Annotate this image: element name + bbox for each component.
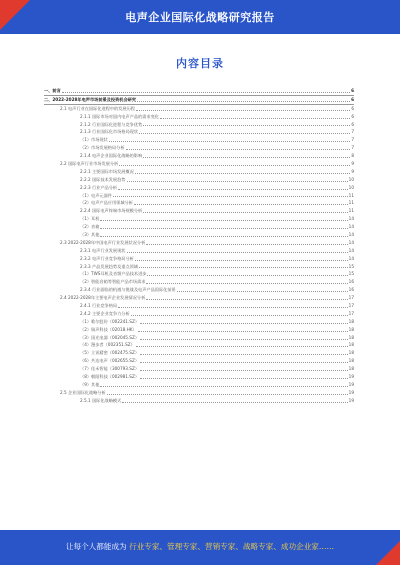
toc-entry[interactable] (44, 176, 354, 184)
toc-leader-dots (135, 172, 350, 174)
toc-entry-page: 19 (348, 374, 354, 380)
toc-leader-dots (134, 203, 348, 205)
toc-entry-label: （1）TWS耳机及音频产品技术进步 (80, 271, 147, 277)
toc-entry-page: 14 (348, 232, 354, 238)
toc-leader-dots (119, 164, 350, 166)
toc-leader-dots (147, 274, 347, 276)
toc-entry-page: 14 (348, 239, 354, 245)
toc-entry-label: 2.1.3 行业国际化市场格局现状 (80, 129, 139, 135)
toc-entry-label: （7）佳禾智能（300793.SZ） (80, 366, 140, 372)
toc-entry-label: 2.2 国际电声行业市场发展分析 (60, 161, 119, 166)
toc-entry-page: 6 (351, 105, 354, 111)
toc-leader-dots (146, 298, 347, 300)
toc-heading: 内容目录 (176, 57, 224, 70)
toc-leader-dots (100, 219, 347, 221)
toc-leader-dots (135, 259, 348, 261)
toc-entry[interactable] (44, 239, 354, 247)
toc-entry[interactable] (44, 278, 354, 286)
toc-entry[interactable] (44, 389, 354, 397)
toc-entry-label: 2.2.4 国际电声终端市场规模分析 (80, 208, 143, 214)
toc-entry-page: 6 (351, 121, 354, 127)
toc-entry-page: 18 (348, 342, 354, 348)
footer-corner-accent (376, 541, 400, 565)
toc-leader-dots (127, 251, 348, 253)
toc-leader-dots (140, 353, 348, 355)
footer-slogan (0, 541, 400, 552)
toc-leader-dots (100, 385, 347, 387)
toc-entry-label: 2.3.2 电声行业竞争格局分析 (80, 255, 134, 261)
toc-leader-dots (136, 109, 350, 111)
toc-entry-label: 2.4.1 行业竞争格局 (80, 303, 118, 309)
toc-entry-label: 2.1.2 行业国际化进程与竞争优势 (80, 121, 143, 127)
toc-entry-label: （6）共达电声（002655.SZ） (80, 358, 140, 364)
toc-entry[interactable] (44, 105, 354, 113)
toc-entry-label: （8）朝阳科技（002981.SZ） (80, 374, 140, 380)
toc-entry-page: 18 (348, 358, 354, 364)
toc-entry-page: 19 (348, 397, 354, 403)
toc-entry-label: （1）歌尔股份（002241.SZ） (80, 318, 140, 324)
toc-leader-dots (160, 117, 350, 119)
toc-leader-dots (109, 140, 351, 142)
toc-entry-page: 18 (348, 326, 354, 332)
toc-entry[interactable] (44, 294, 354, 302)
toc-leader-dots (131, 314, 348, 316)
toc-entry[interactable] (44, 128, 354, 136)
toc-entry[interactable] (44, 136, 354, 144)
toc-entry-label: （2）音箱 (80, 224, 100, 230)
toc-entry-label: 2.2.1 主要国际市场发展概况 (80, 168, 134, 174)
toc-entry[interactable] (44, 263, 354, 271)
footer-bar (0, 530, 400, 565)
toc-entry[interactable] (44, 231, 354, 239)
toc-entry[interactable] (44, 160, 354, 168)
toc-entry[interactable] (44, 326, 354, 334)
toc-entry-label: （1）电声元器件 (80, 192, 112, 198)
toc-entry-label: 2.1 电声行业在国际化进程中的发展历程 (60, 105, 135, 111)
toc-entry[interactable] (44, 373, 354, 381)
toc-leader-dots (126, 148, 351, 150)
toc-entry[interactable] (44, 192, 354, 200)
toc-entry[interactable] (44, 113, 354, 121)
toc-entry[interactable] (44, 310, 354, 318)
toc-entry[interactable] (44, 270, 354, 278)
header-bar (0, 0, 400, 34)
toc-entry-page: 8 (351, 153, 354, 159)
toc-entry-page: 14 (348, 255, 354, 261)
toc-entry-label: 2.3.1 电声行业发展现状 (80, 247, 126, 253)
toc-entry[interactable] (44, 87, 354, 96)
toc-entry[interactable] (44, 365, 354, 373)
toc-entry-page: 10 (348, 176, 354, 182)
toc-leader-dots (140, 377, 348, 379)
toc-entry[interactable] (44, 199, 354, 207)
toc-entry[interactable] (44, 318, 354, 326)
toc-entry-label: 2.4.2 主要企业竞争力分析 (80, 310, 130, 316)
toc-entry-page: 17 (348, 310, 354, 316)
toc-leader-dots (139, 266, 348, 268)
toc-entry-page: 16 (348, 279, 354, 285)
toc-entry[interactable] (44, 144, 354, 152)
toc-entry[interactable] (44, 334, 354, 342)
toc-entry-page: 11 (348, 208, 354, 214)
toc-leader-dots (118, 306, 348, 308)
toc-leader-dots (143, 211, 347, 213)
toc-leader-dots (140, 338, 348, 340)
toc-leader-dots (122, 401, 347, 403)
toc-entry[interactable] (44, 247, 354, 255)
toc-entry[interactable] (44, 152, 354, 160)
toc-leader-dots (107, 393, 348, 395)
toc-entry-page: 14 (348, 216, 354, 222)
toc-leader-dots (118, 188, 348, 190)
footer-roles: 行业专家、管理专家、营销专家、战略专家、成功企业家…… (129, 542, 335, 551)
toc-entry-page: 11 (348, 192, 354, 198)
toc-entry[interactable] (44, 96, 354, 105)
toc-leader-dots (140, 322, 348, 324)
toc-entry-page: 7 (351, 137, 354, 143)
toc-leader-dots (100, 235, 347, 237)
toc-entry-label: （1）耳机 (80, 216, 100, 222)
toc-entry[interactable] (44, 349, 354, 357)
toc-entry[interactable] (44, 207, 354, 215)
toc-entry[interactable] (44, 121, 354, 129)
toc-leader-dots (138, 330, 348, 332)
toc-entry-page: 18 (348, 334, 354, 340)
toc-leader-dots (146, 282, 347, 284)
toc-entry-label: 2.3.3 产品发展趋势及重点领域 (80, 263, 139, 269)
toc-entry[interactable] (44, 342, 354, 350)
toc-leader-dots (177, 290, 348, 292)
toc-entry[interactable] (44, 302, 354, 310)
toc-entry-label: 2.3.4 行业面临的机遇与挑战及电声产品国际化前景 (80, 287, 176, 293)
toc-entry-label: 2.1.1 国际市场对国内电声产品的需求变化 (80, 113, 159, 119)
toc-entry-label: 2.3 2022-2028年中国电声行业发展状况分析 (60, 239, 146, 245)
toc-leader-dots (143, 156, 350, 158)
toc-entry[interactable] (44, 357, 354, 365)
toc-entry-page: 19 (348, 389, 354, 395)
toc-entry-page: 18 (348, 350, 354, 356)
toc-entry-page: 11 (348, 200, 354, 206)
toc-entry-page: 19 (348, 381, 354, 387)
toc-entry-label: 2.5.1 国际化战略模式 (80, 397, 122, 403)
toc-entry-page: 14 (348, 247, 354, 253)
toc-leader-dots (143, 124, 350, 126)
toc-entry-label: （3）国光电器（002045.SZ） (80, 334, 140, 340)
toc-entry-page: 6 (351, 96, 354, 102)
toc-entry-page: 6 (351, 87, 354, 93)
toc-entry[interactable] (44, 168, 354, 176)
toc-entry-page: 6 (351, 113, 354, 119)
toc-entry[interactable] (44, 223, 354, 231)
toc-entry-label: （5）立讯精密（002475.SZ） (80, 350, 140, 356)
toc-entry-label: （2）智能音箱等智能产品市场需求 (80, 279, 146, 285)
toc-entry-page: 15 (348, 263, 354, 269)
toc-entry-label: （2）市场发展格局分析 (80, 145, 125, 151)
toc-entry-page: 17 (348, 295, 354, 301)
toc-entry[interactable] (44, 215, 354, 223)
toc-entry-page: 15 (348, 271, 354, 277)
toc-entry-page: 18 (348, 366, 354, 372)
toc-entry-page: 9 (351, 168, 354, 174)
toc-entry[interactable] (44, 397, 354, 405)
toc-entry-page: 7 (351, 145, 354, 151)
toc-leader-dots (140, 361, 348, 363)
toc-leader-dots (137, 100, 350, 102)
table-of-contents (44, 87, 354, 405)
toc-entry-label: （4）漫步者（002351.SZ） (80, 342, 135, 348)
toc-entry[interactable] (44, 184, 354, 192)
toc-leader-dots (140, 369, 348, 371)
toc-entry-page: 18 (348, 318, 354, 324)
toc-entry-label: （9）其他 (80, 381, 100, 387)
toc-leader-dots (100, 227, 347, 229)
toc-entry-label: 2.4 2022-2028年主要电声企业发展情况分析 (60, 295, 146, 301)
toc-entry[interactable] (44, 286, 354, 294)
toc-leader-dots (113, 195, 348, 197)
footer-lead: 让每个人都能成为 (65, 542, 127, 551)
toc-entry-label: 二、2022-2028年电声市场前景及投资机会研究 (44, 96, 137, 102)
toc-entry-page: 16 (348, 287, 354, 293)
toc-entry-page: 17 (348, 303, 354, 309)
toc-leader-dots (62, 91, 350, 93)
toc-leader-dots (127, 180, 348, 182)
toc-entry-label: （2）瑞声科技（02018.HK） (80, 326, 137, 332)
toc-entry-page: 10 (348, 184, 354, 190)
toc-entry-label: （1）市场现状 (80, 137, 108, 143)
toc-entry-label: （3）其他 (80, 232, 100, 238)
toc-entry-page: 7 (351, 129, 354, 135)
toc-entry[interactable] (44, 255, 354, 263)
toc-entry-page: 14 (348, 224, 354, 230)
toc-entry-label: 2.2.2 国际技术发展趋势 (80, 176, 126, 182)
toc-entry-label: （2）电声产品应用领域分析 (80, 200, 133, 206)
toc-entry-label: 2.1.4 电声企业国际化战略的影响 (80, 153, 143, 159)
toc-entry[interactable] (44, 381, 354, 389)
toc-entry-label: 一、前言 (44, 87, 61, 93)
toc-leader-dots (139, 132, 350, 134)
toc-entry-label: 2.5 企业国际化战略分析 (60, 389, 106, 395)
toc-leader-dots (136, 345, 348, 347)
toc-entry-page: 9 (351, 161, 354, 166)
toc-entry-label: 2.2.3 行业产品分析 (80, 184, 118, 190)
toc-leader-dots (146, 243, 347, 245)
report-title: 电声企业国际化战略研究报告 (125, 11, 275, 24)
